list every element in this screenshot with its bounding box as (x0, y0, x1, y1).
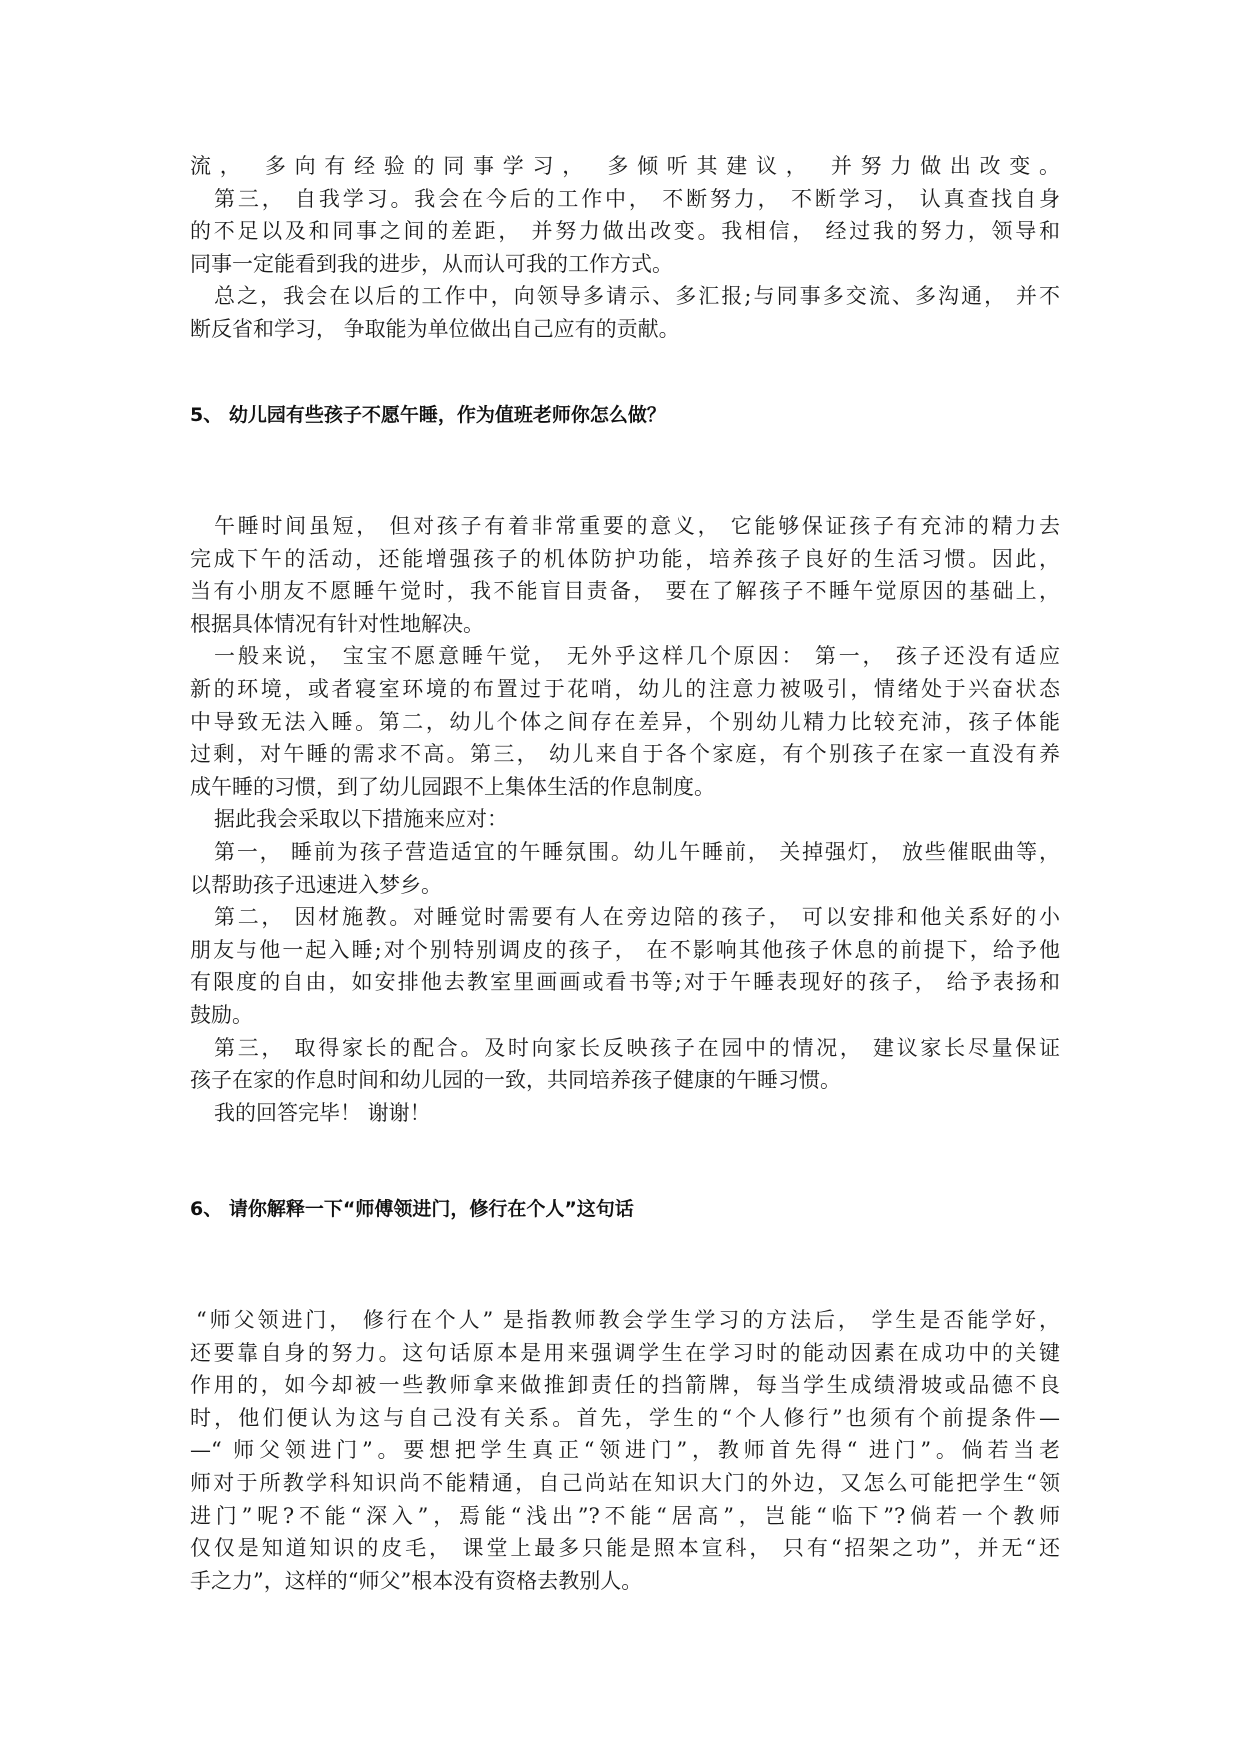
paragraph-line: 同事一定能看到我的进步，从而认可我的工作方式。 (190, 251, 673, 276)
paragraph-line: 我的回答完毕！ 谢谢！ (214, 1100, 431, 1125)
question-5-answer (190, 510, 1060, 1129)
paragraph-line: 朋友与他一起入睡;对个别特别调皮的孩子， 在不影响其他孩子休息的前提下，给予他 (190, 937, 1060, 962)
paragraph-line: 午睡时间虽短， 但对孩子有着非常重要的意义， 它能够保证孩子有充沛的精力去 (214, 514, 1060, 538)
paragraph-line: 有限度的自由，如安排他去教室里画画或看书等;对于午睡表现好的孩子， 给予表扬和 (190, 970, 1060, 995)
paragraph-line: 的不足以及和同事之间的差距， 并努力做出改变。我相信， 经过我的努力，领导和 (190, 219, 1060, 244)
paragraph-line: 进门”呢?不能“深入”，焉能“浅出”?不能“居高”，岂能“临下”?倘若一个教师 (190, 1503, 1060, 1528)
paragraph-line: —“ 师父领进门”。要想把学生真正“领进门”，教师首先得“ 进门”。倘若当老 (190, 1438, 1060, 1463)
paragraph-line: 据此我会采取以下措施来应对： (214, 807, 508, 832)
question-5-heading: 5、 幼儿园有些孩子不愿午睡，作为值班老师你怎么做？ (190, 404, 666, 426)
paragraph-line: 过剩，对午睡的需求不高。第三， 幼儿来自于各个家庭，有个别孩子在家一直没有养 (190, 742, 1060, 767)
paragraph-line: 还要靠自身的努力。这句话原本是用来强调学生在学习时的能动因素在成功中的关键 (190, 1340, 1060, 1365)
paragraph-line: 断反省和学习， 争取能为单位做出自己应有的贡献。 (190, 316, 680, 341)
paragraph-line: 一般来说， 宝宝不愿意睡午觉， 无外乎这样几个原因： 第一， 孩子还没有适应 (214, 644, 1060, 669)
paragraph-line: 流， 多向有经验的同事学习， 多倾听其建议， 并努力做出改变。 (190, 154, 1060, 178)
paragraph-line: 以帮助孩子迅速进入梦乡。 (190, 872, 442, 897)
question-6-answer (190, 1304, 1060, 1597)
paragraph-line: 当有小朋友不愿睡午觉时，我不能盲目责备， 要在了解孩子不睡午觉原因的基础上， (190, 579, 1060, 604)
paragraph-line: “师父领进门， 修行在个人” 是指教师教会学生学习的方法后， 学生是否能学好， (196, 1308, 1060, 1332)
paragraph-line: 手之力”，这样的“师父”根本没有资格去教别人。 (190, 1568, 643, 1593)
top-section (190, 150, 1060, 346)
paragraph-line: 鼓励。 (190, 1002, 253, 1027)
paragraph-line: 第二， 因材施教。对睡觉时需要有人在旁边陪的孩子， 可以安排和他关系好的小 (214, 905, 1060, 930)
paragraph-line: 完成下午的活动，还能增强孩子的机体防护功能，培养孩子良好的生活习惯。因此， (190, 546, 1060, 571)
paragraph-line: 总之，我会在以后的工作中，向领导多请示、多汇报;与同事多交流、多沟通， 并不 (214, 284, 1060, 309)
question-6-heading: 6、 请你解释一下“师傅领进门，修行在个人”这句话 (190, 1198, 634, 1220)
paragraph-line: 师对于所教学科知识尚不能精通，自己尚站在知识大门的外边，又怎么可能把学生“领 (190, 1470, 1060, 1495)
paragraph-line: 新的环境，或者寝室环境的布置过于花哨，幼儿的注意力被吸引，情绪处于兴奋状态 (190, 676, 1060, 701)
paragraph-line: 第三， 自我学习。我会在今后的工作中， 不断努力， 不断学习， 认真查找自身 (214, 186, 1060, 211)
paragraph-line: 仅仅是知道知识的皮毛， 课堂上最多只能是照本宣科， 只有“招架之功”，并无“还 (190, 1536, 1060, 1561)
paragraph-line: 第三， 取得家长的配合。及时向家长反映孩子在园中的情况， 建议家长尽量保证 (214, 1035, 1060, 1060)
paragraph-line: 根据具体情况有针对性地解决。 (190, 611, 484, 636)
paragraph-line: 第一， 睡前为孩子营造适宜的午睡氛围。幼儿午睡前， 关掉强灯， 放些催眠曲等， (214, 839, 1060, 864)
paragraph-line: 时，他们便认为这与自己没有关系。首先，学生的“个人修行”也须有个前提条件— (190, 1405, 1060, 1430)
paragraph-line: 成午睡的习惯，到了幼儿园跟不上集体生活的作息制度。 (190, 774, 715, 799)
paragraph-line: 孩子在家的作息时间和幼儿园的一致，共同培养孩子健康的午睡习惯。 (190, 1068, 841, 1093)
paragraph-line: 作用的，如今却被一些教师拿来做推卸责任的挡箭牌，每当学生成绩滑坡或品德不良 (190, 1373, 1060, 1398)
paragraph-line: 中导致无法入睡。第二，幼儿个体之间存在差异，个别幼儿精力比较充沛，孩子体能 (190, 709, 1060, 734)
